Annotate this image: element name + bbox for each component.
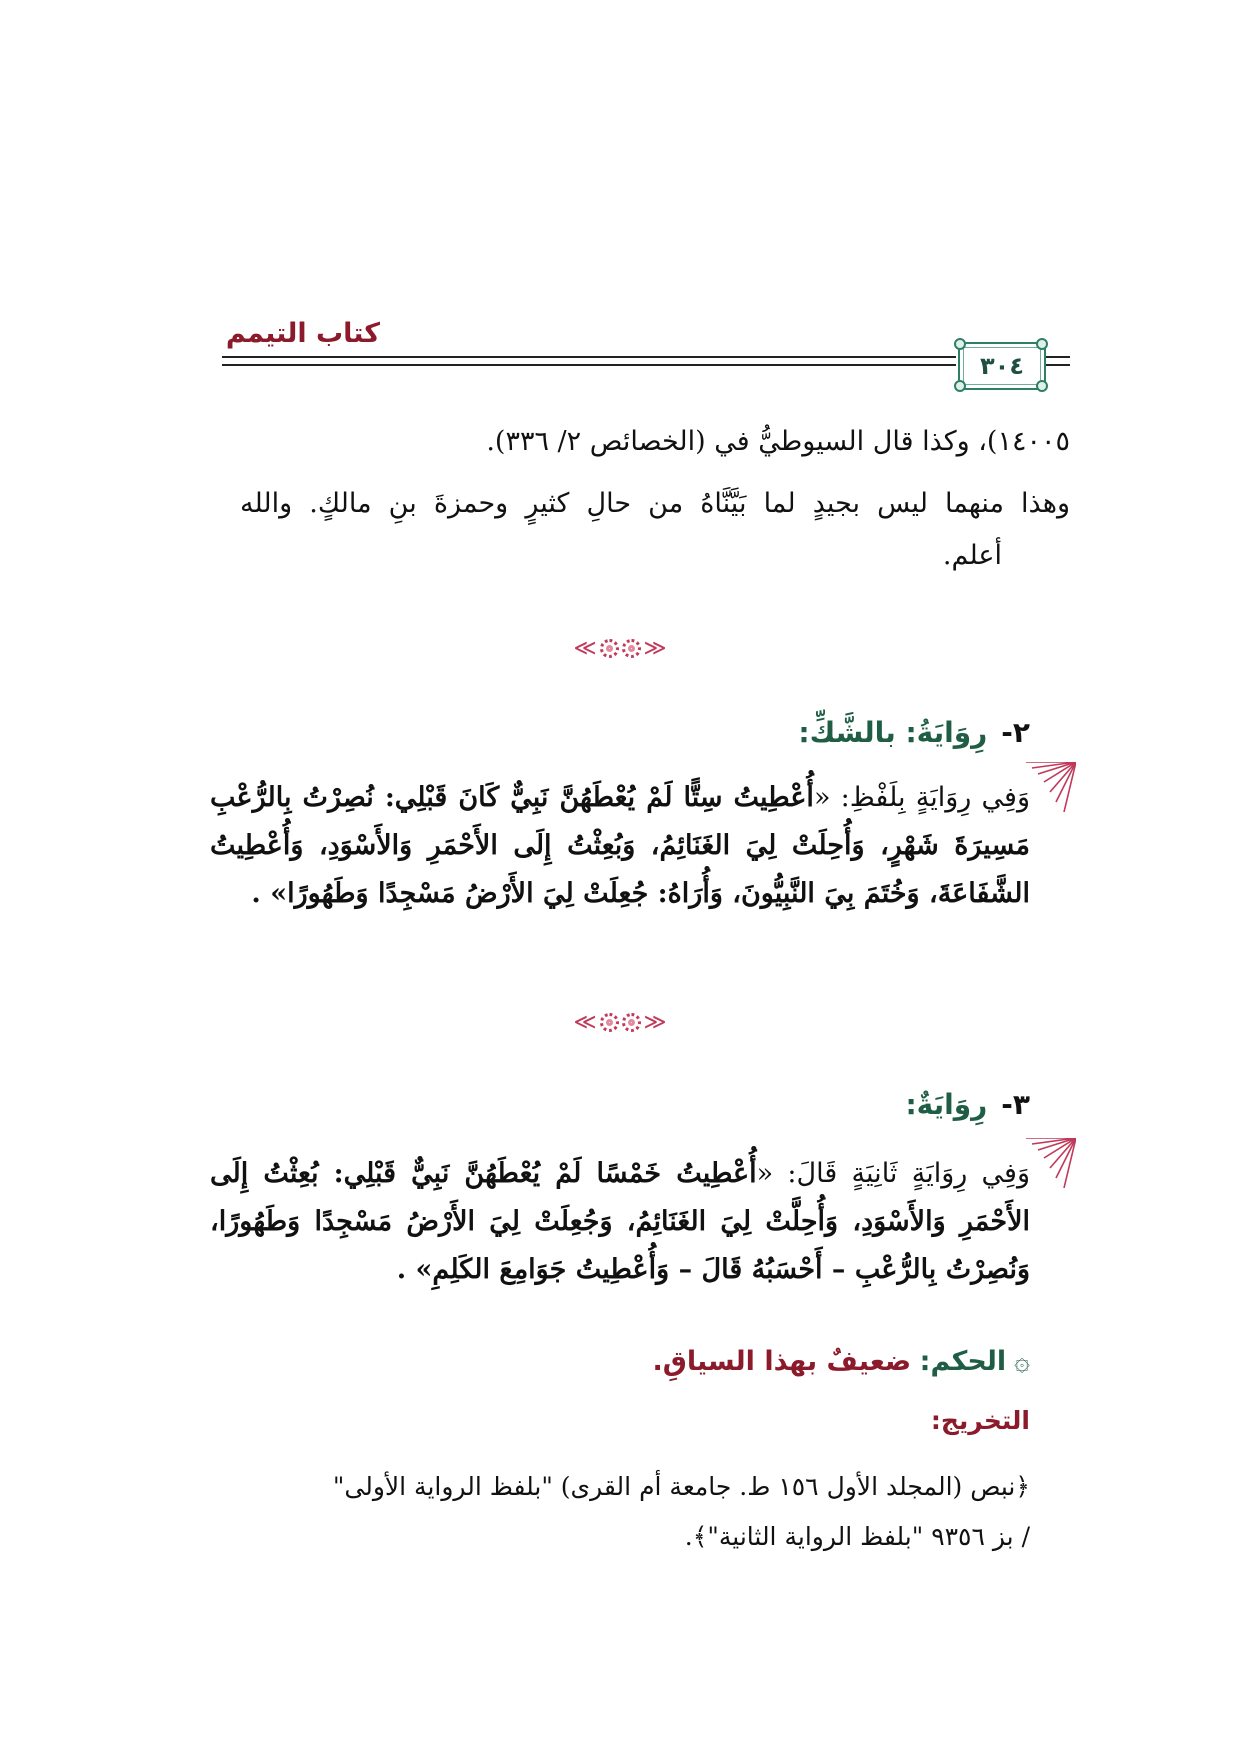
hadith-line: الأَحْمَرِ وَالأَسْوَدِ، وَأُحِلَّتْ لِيَ الغَنَائِمُ، وَجُعِلَتْ لِيَ الأَرْضُ مَسْجِدًا وَطَهُورًا،: [210, 1206, 1030, 1237]
section-title: رِوَايَةُ: بالشَّكِّ:: [798, 716, 988, 749]
hadith-text-2: [210, 774, 1030, 918]
hadith-line: الشَّفَاعَةَ، وَخُتَمَ بِيَ النَّبِيُّونَ، وَأُرَاهُ: جُعِلَتْ لِيَ الأَرْضُ مَسْجِدًا وَطَهُورًا» .: [251, 878, 1030, 909]
ornament-flower: [622, 639, 641, 658]
ornament-flower: [622, 1013, 641, 1032]
hadith-line: وَنُصِرْتُ بِالرُّعْبِ – أَحْسَبُهُ قَالَ – وَأُعْطِيتُ جَوَامِعَ الكَلِمِ» .: [396, 1254, 1030, 1285]
takhrij-label: التخريج:: [930, 1406, 1030, 1435]
hadith-text-3: [210, 1150, 1030, 1294]
corner-ornament: [1026, 1138, 1076, 1188]
flower-icon: ۞: [1014, 1346, 1030, 1377]
intro-paragraph: وهذا منهما ليس بجيدٍ لما بَيَّنَّاهُ من حالِ كثيرٍ وحمزةَ بنِ مالكٍ. والله أعلم.: [240, 488, 1070, 571]
section-heading-2: [798, 716, 1030, 749]
hadith-line: مَسِيرَةَ شَهْرٍ، وَأُحِلَتْ لِيَ الغَنَائِمُ، وَبُعِثْتُ إِلَى الأَحْمَرِ وَالأَسْوَدِ، وَأُعْطِيتُ: [210, 830, 1030, 861]
intro-line: ١٤٠٠٥)، وكذا قال السيوطيُّ في (الخصائص ٢/ ٣٣٦).: [486, 426, 1070, 457]
ruling-line: [653, 1346, 1031, 1377]
ornament-flower: [600, 639, 619, 658]
ornament-wing-right: ≫: [643, 635, 667, 661]
section-number: ٢-: [1001, 716, 1030, 749]
page-number: ٣٠٤: [980, 352, 1024, 380]
ornament-flower: [600, 1013, 619, 1032]
ruling-value: ضعيفٌ بهذا السياقِ.: [652, 1346, 912, 1377]
header-rule-top: [222, 356, 956, 358]
badge-corner-ornament: [954, 380, 966, 392]
page-number-badge: [958, 342, 1046, 390]
ornament-separator: [0, 628, 1240, 668]
corner-ornament: [1026, 762, 1076, 812]
ornament-wing-left: ≪: [573, 635, 597, 661]
hadith-line: وَفِي رِوَايَةٍ ثَانِيَةٍ قَالَ: «أُعْطِيتُ خَمْسًا لَمْ يُعْطَهُنَّ نَبِيٌّ قَبْلِي: بُعِثْتُ إِلَى: [210, 1158, 1031, 1189]
header-rule-right-bottom: [1046, 364, 1070, 366]
ruling-label: الحكم:: [919, 1346, 1007, 1377]
section-number: ٣-: [1001, 1088, 1030, 1121]
badge-corner-ornament: [954, 338, 966, 350]
badge-corner-ornament: [1036, 380, 1048, 392]
section-heading-3: [905, 1088, 1030, 1121]
running-title: كتاب التيمم: [225, 318, 380, 349]
header-rule-right-top: [1046, 356, 1070, 358]
header-rule-bottom: [222, 364, 956, 366]
section-title: رِوَايَةٌ:: [905, 1088, 988, 1121]
takhrij-reference: / بز ٩٣٥٦ "بلفظ الرواية الثانية"﴾.: [684, 1522, 1030, 1551]
ornament-wing-left: ≪: [573, 1009, 597, 1035]
ornament-wing-right: ≫: [643, 1009, 667, 1035]
takhrij-ref-line-1: ﴿نبص (المجلد الأول ١٥٦ ط. جامعة أم القرى) "بلفظ الرواية الأولى": [332, 1472, 1030, 1501]
hadith-line: وَفِي رِوَايَةٍ بِلَفْظِ: «أُعْطِيتُ سِتًّا لَمْ يُعْطَهُنَّ نَبِيٌّ كَانَ قَبْلِي: نُصِرْتُ بِالرُّعْبِ: [210, 782, 1030, 813]
badge-corner-ornament: [1036, 338, 1048, 350]
ornament-separator: [0, 1002, 1240, 1042]
